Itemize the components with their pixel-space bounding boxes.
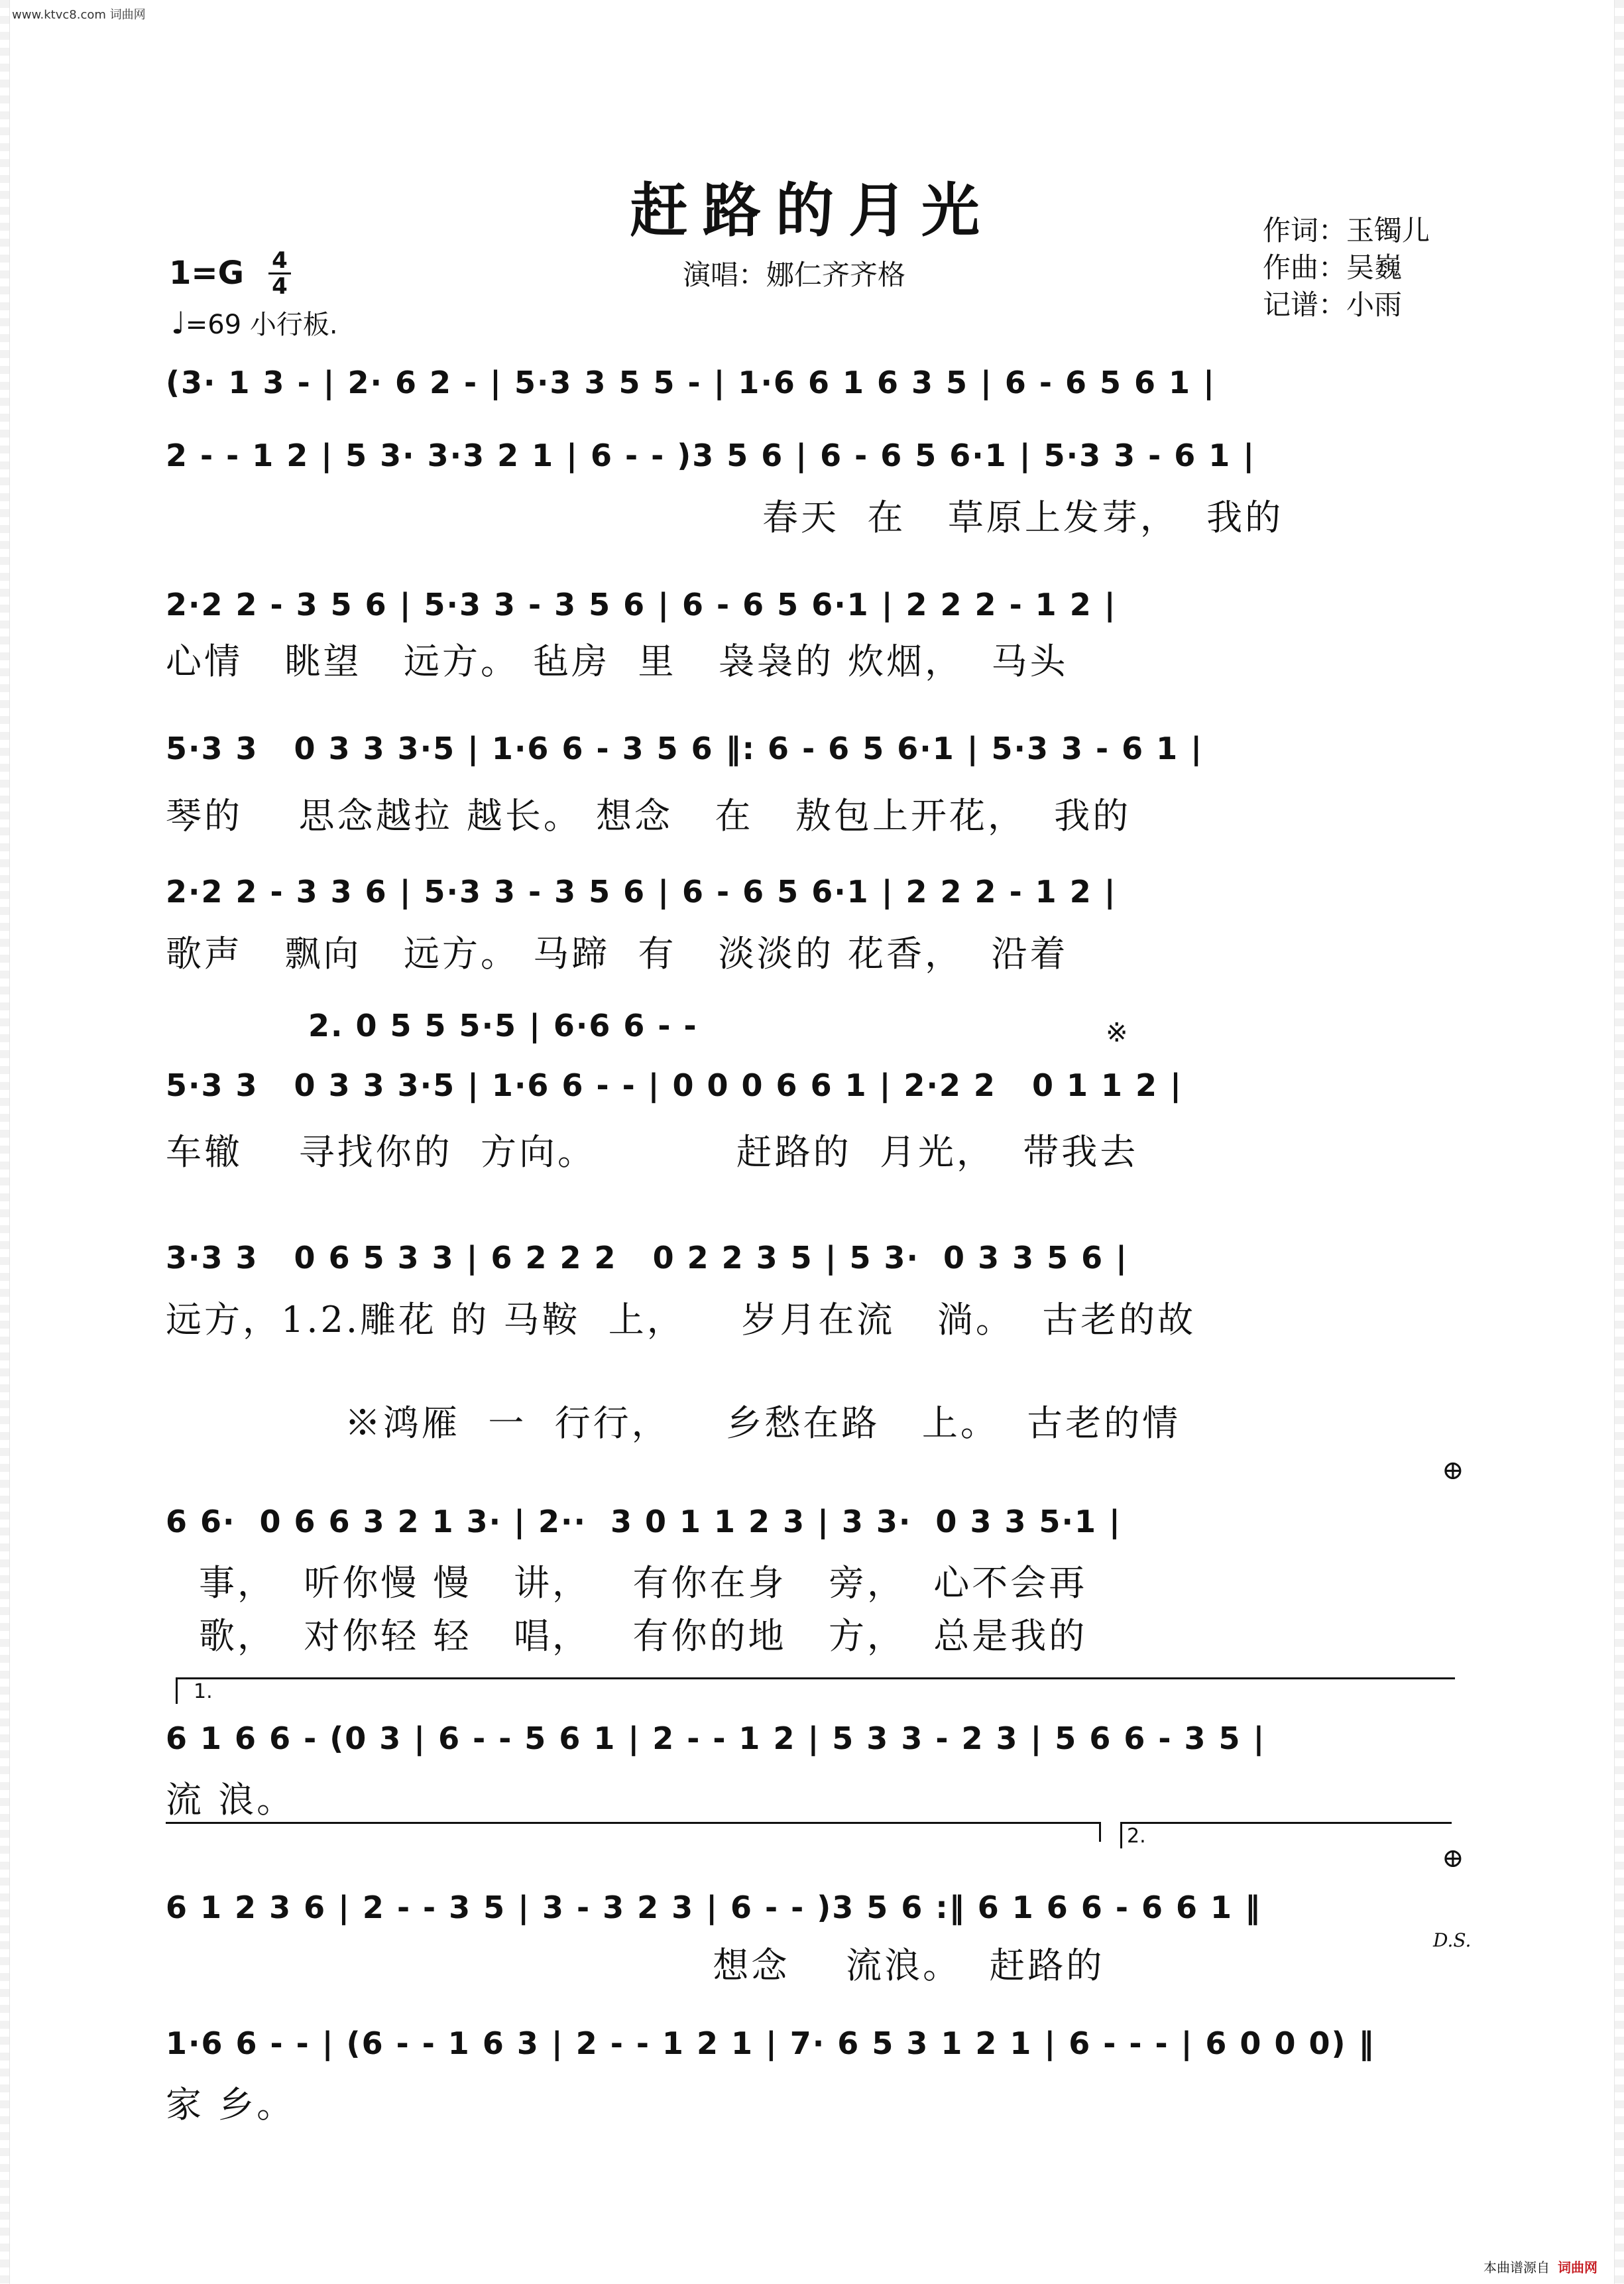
credits	[1263, 212, 1430, 324]
right-border-strip	[1614, 0, 1624, 2284]
ds-marking: D.S.	[1433, 1929, 1472, 1951]
site-header[interactable]: www.ktvc8.com 词曲网	[12, 8, 146, 22]
lyric-line-8: 事， 听你慢 慢 讲， 有你在身 旁， 心不会再	[199, 1562, 1088, 1604]
ending-1-number: 1.	[194, 1680, 213, 1703]
staff-line-8: 6 6· 0 6 6 3 2 1 3· | 2·· 3 0 1 1 2 3 | 3 3· 0 3 3 5·1 |	[166, 1504, 1122, 1539]
lyric-line-7-verse2: ※鸿雁 一 行行， 乡愁在路 上。 古老的情	[345, 1402, 1181, 1444]
key-signature: 1=G	[169, 255, 245, 292]
lyric-line-7: 远方，1.2.雕花 的 马鞍 上， 岁月在流 淌。 古老的故	[166, 1299, 1196, 1341]
ending-1-bracket-tick	[176, 1677, 178, 1704]
staff-line-7: 3·3 3 0 6 5 3 3 | 6 2 2 2 0 2 2 3 5 | 5 3· 0 3 3 5 6 |	[166, 1240, 1128, 1276]
tempo-marking	[171, 304, 338, 341]
staff-line-2: 2 - - 1 2 | 5 3· 3·3 2 1 | 6 - - )3 5 6 | 6 - 6 5 6·1 | 5·3 3 - 6 1 |	[166, 438, 1256, 473]
coda-mark-1: ⊕	[1442, 1455, 1464, 1486]
ending-1-bracket	[176, 1677, 1455, 1679]
segno-mark: ※	[1106, 1018, 1128, 1048]
lyric-line-11: 家 乡。	[166, 2084, 296, 2126]
ending-2-bracket	[1120, 1822, 1452, 1824]
ending-2-bracket-tick	[1120, 1822, 1122, 1848]
staff-line-10: 6 1 2 3 6 | 2 - - 3 5 | 3 - 3 2 3 | 6 - - )3 5 6 :‖ 6 1 6 6 - 6 6 1 ‖	[166, 1890, 1262, 1925]
ending-2-number: 2.	[1127, 1825, 1146, 1848]
lyric-line-10: 想念 流浪。 赶路的	[166, 1945, 1105, 1986]
tempo-text: =69 小行板.	[185, 310, 338, 340]
time-signature-bottom: 4	[272, 273, 288, 300]
staff-line-5: 2·2 2 - 3 3 6 | 5·3 3 - 3 5 6 | 6 - 6 5 6·1 | 2 2 2 - 1 2 |	[166, 874, 1117, 910]
time-signature	[268, 249, 291, 298]
lyric-line-9: 流 浪。	[166, 1779, 296, 1821]
alt-ending-line-6: 2. 0 5 5 5·5 | 6·6 6 - -	[308, 1008, 698, 1044]
quarter-note-icon: ♩	[171, 305, 186, 341]
left-border-strip	[0, 0, 10, 2284]
lyric-line-8-verse2: 歌， 对你轻 轻 唱， 有你的地 方， 总是我的	[199, 1615, 1088, 1657]
staff-line-1: (3· 1 3 - | 2· 6 2 - | 5·3 3 5 5 - | 1·6 6 1 6 3 5 | 6 - 6 5 6 1 |	[166, 365, 1216, 400]
song-title: 赶路的月光	[629, 176, 994, 245]
staff-line-11: 1·6 6 - - | (6 - - 1 6 3 | 2 - - 1 2 1 | 7· 6 5 3 1 2 1 | 6 - - - | 6 0 0 0) ‖	[166, 2025, 1375, 2061]
lyric-line-4: 琴的 思念越拉 越长。 想念 在 敖包上开花， 我的	[166, 795, 1131, 837]
staff-line-9: 6 1 6 6 - (0 3 | 6 - - 5 6 1 | 2 - - 1 2 | 5 3 3 - 2 3 | 5 6 6 - 3 5 |	[166, 1720, 1266, 1756]
transcriber: 记谱：小雨	[1263, 288, 1403, 321]
ending-1-bracket-continued	[166, 1822, 1100, 1824]
footer-credit[interactable]	[1483, 2257, 1597, 2276]
footer-text: 本曲谱源自	[1483, 2259, 1550, 2275]
ending-1-bracket-end	[1099, 1822, 1101, 1842]
lyric-line-3: 心情 眺望 远方。 毡房 里 袅袅的 炊烟， 马头	[166, 640, 1069, 682]
time-signature-top: 4	[272, 247, 288, 274]
lyricist: 作词：玉镯儿	[1263, 214, 1430, 247]
composer: 作曲：吴巍	[1263, 251, 1403, 284]
staff-line-4: 5·3 3 0 3 3 3·5 | 1·6 6 - 3 5 6 ‖: 6 - 6 5 6·1 | 5·3 3 - 6 1 |	[166, 731, 1204, 766]
lyric-line-6: 车辙 寻找你的 方向。 赶路的 月光， 带我去	[166, 1131, 1139, 1173]
coda-mark-2: ⊕	[1442, 1843, 1464, 1874]
staff-line-6: 5·3 3 0 3 3 3·5 | 1·6 6 - - | 0 0 0 6 6 1 | 2·2 2 0 1 1 2 |	[166, 1067, 1183, 1103]
footer-brand[interactable]: 词曲网	[1558, 2259, 1597, 2275]
singer: 演唱：娜仁齐齐格	[683, 259, 906, 291]
staff-line-3: 2·2 2 - 3 5 6 | 5·3 3 - 3 5 6 | 6 - 6 5 6·1 | 2 2 2 - 1 2 |	[166, 587, 1117, 623]
lyric-line-5: 歌声 飘向 远方。 马蹄 有 淡淡的 花香， 沿着	[166, 933, 1069, 975]
lyric-line-2: 春天 在 草原上发芽， 我的	[762, 497, 1284, 538]
